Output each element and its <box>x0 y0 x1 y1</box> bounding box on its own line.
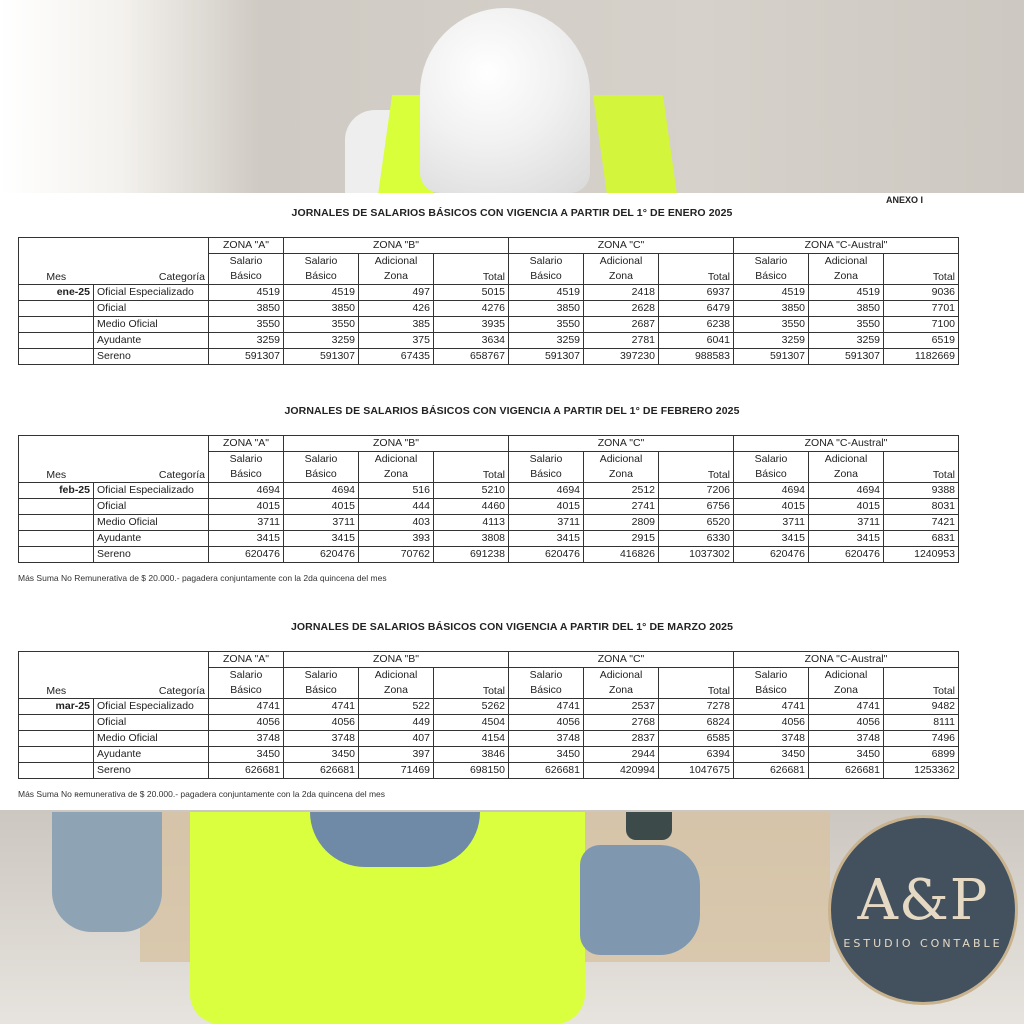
value-cell: 5015 <box>434 285 509 301</box>
col-header: Zona <box>584 683 659 699</box>
col-header: Básico <box>734 269 809 285</box>
value-cell: 4113 <box>434 515 509 531</box>
col-header: Total <box>434 254 509 285</box>
salary-table-march <box>18 651 959 779</box>
col-header: Zona <box>809 683 884 699</box>
table-row <box>19 285 959 301</box>
value-cell: 3850 <box>284 301 359 317</box>
value-cell: 4519 <box>809 285 884 301</box>
col-header: Salario <box>209 668 284 684</box>
value-cell: 620476 <box>809 547 884 563</box>
value-cell: 6479 <box>659 301 734 317</box>
value-cell: 3415 <box>809 531 884 547</box>
value-cell: 591307 <box>209 349 284 365</box>
value-cell: 988583 <box>659 349 734 365</box>
value-cell: 626681 <box>809 763 884 779</box>
value-cell: 375 <box>359 333 434 349</box>
value-cell: 3850 <box>209 301 284 317</box>
table-row <box>19 333 959 349</box>
value-cell: 4741 <box>734 699 809 715</box>
table-row <box>19 699 959 715</box>
value-cell: 2781 <box>584 333 659 349</box>
value-cell: 4694 <box>509 483 584 499</box>
value-cell: 4694 <box>209 483 284 499</box>
value-cell: 4519 <box>509 285 584 301</box>
month-cell: mar-25 <box>19 699 94 715</box>
footnote-march: Más Suma No ʀemunerativa de $ 20.000.- pagadera conjuntamente con la 2da quincena del mes <box>18 789 386 799</box>
value-cell: 4154 <box>434 731 509 747</box>
zone-c-header: ZONA "C" <box>509 436 734 452</box>
value-cell: 7278 <box>659 699 734 715</box>
value-cell: 71469 <box>359 763 434 779</box>
value-cell: 3259 <box>734 333 809 349</box>
value-cell: 1253362 <box>884 763 959 779</box>
value-cell: 9036 <box>884 285 959 301</box>
category-cell: Oficial Especializado <box>94 483 209 499</box>
value-cell: 620476 <box>509 547 584 563</box>
value-cell: 3748 <box>734 731 809 747</box>
col-header: Salario <box>209 254 284 270</box>
value-cell: 3550 <box>809 317 884 333</box>
col-header: Zona <box>809 269 884 285</box>
value-cell: 2944 <box>584 747 659 763</box>
zone-b-header: ZONA "B" <box>284 238 509 254</box>
zone-b-header: ZONA "B" <box>284 436 509 452</box>
value-cell: 4056 <box>734 715 809 731</box>
col-header: Salario <box>284 254 359 270</box>
value-cell: 1037302 <box>659 547 734 563</box>
col-header: Básico <box>284 683 359 699</box>
worker-arm-left <box>52 812 162 932</box>
month-cell: feb-25 <box>19 483 94 499</box>
col-header: Adicional <box>359 254 434 270</box>
value-cell: 5262 <box>434 699 509 715</box>
category-cell: Oficial <box>94 301 209 317</box>
value-cell: 626681 <box>509 763 584 779</box>
value-cell: 626681 <box>209 763 284 779</box>
value-cell: 516 <box>359 483 434 499</box>
category-cell: Oficial Especializado <box>94 699 209 715</box>
col-header: Salario <box>509 452 584 468</box>
value-cell: 3415 <box>509 531 584 547</box>
col-header: Básico <box>284 467 359 483</box>
value-cell: 3550 <box>734 317 809 333</box>
table-row <box>19 301 959 317</box>
footnote-february: Más Suma No Remunerativa de $ 20.000.- pagadera conjuntamente con la 2da quincena del mes <box>18 573 387 583</box>
value-cell: 9482 <box>884 699 959 715</box>
month-cell <box>19 547 94 563</box>
value-cell: 591307 <box>809 349 884 365</box>
month-cell <box>19 333 94 349</box>
col-header: Zona <box>359 467 434 483</box>
col-header: Básico <box>209 269 284 285</box>
value-cell: 6519 <box>884 333 959 349</box>
value-cell: 4015 <box>209 499 284 515</box>
value-cell: 522 <box>359 699 434 715</box>
value-cell: 4741 <box>284 699 359 715</box>
col-header: Salario <box>509 254 584 270</box>
table-row <box>19 547 959 563</box>
value-cell: 3935 <box>434 317 509 333</box>
value-cell: 4694 <box>809 483 884 499</box>
month-cell <box>19 349 94 365</box>
hard-hat <box>420 8 590 193</box>
value-cell: 3450 <box>284 747 359 763</box>
value-cell: 4276 <box>434 301 509 317</box>
value-cell: 3415 <box>734 531 809 547</box>
value-cell: 626681 <box>284 763 359 779</box>
col-header: Básico <box>209 467 284 483</box>
value-cell: 2741 <box>584 499 659 515</box>
value-cell: 4741 <box>809 699 884 715</box>
col-header: Zona <box>359 683 434 699</box>
col-header: Adicional <box>809 254 884 270</box>
table-title-february: JORNALES DE SALARIOS BÁSICOS CON VIGENCIA A PARTIR DEL 1° DE FEBRERO 2025 <box>284 405 740 417</box>
col-header: Adicional <box>809 452 884 468</box>
value-cell: 444 <box>359 499 434 515</box>
table-row <box>19 317 959 333</box>
value-cell: 3415 <box>284 531 359 547</box>
value-cell: 2512 <box>584 483 659 499</box>
value-cell: 3450 <box>209 747 284 763</box>
col-header: Zona <box>809 467 884 483</box>
category-cell: Ayudante <box>94 333 209 349</box>
value-cell: 4504 <box>434 715 509 731</box>
month-cell <box>19 499 94 515</box>
value-cell: 3550 <box>284 317 359 333</box>
value-cell: 497 <box>359 285 434 301</box>
cup <box>626 812 672 840</box>
zone-c-header: ZONA "C" <box>509 238 734 254</box>
table-body-february <box>19 483 959 563</box>
table-row <box>19 763 959 779</box>
month-cell <box>19 747 94 763</box>
category-cell: Oficial <box>94 715 209 731</box>
value-cell: 393 <box>359 531 434 547</box>
value-cell: 3450 <box>809 747 884 763</box>
value-cell: 3634 <box>434 333 509 349</box>
category-cell: Sereno <box>94 349 209 365</box>
col-header: Básico <box>509 467 584 483</box>
value-cell: 385 <box>359 317 434 333</box>
categoria-header: Categoría <box>94 254 209 285</box>
value-cell: 4056 <box>809 715 884 731</box>
salary-table-january <box>18 237 959 365</box>
table-row <box>19 731 959 747</box>
value-cell: 449 <box>359 715 434 731</box>
category-cell: Oficial Especializado <box>94 285 209 301</box>
value-cell: 1047675 <box>659 763 734 779</box>
category-cell: Medio Oficial <box>94 317 209 333</box>
value-cell: 6937 <box>659 285 734 301</box>
value-cell: 3711 <box>509 515 584 531</box>
value-cell: 8031 <box>884 499 959 515</box>
col-header: Zona <box>584 467 659 483</box>
value-cell: 7421 <box>884 515 959 531</box>
category-cell: Sereno <box>94 547 209 563</box>
table-row <box>19 515 959 531</box>
value-cell: 3711 <box>734 515 809 531</box>
value-cell: 591307 <box>509 349 584 365</box>
value-cell: 1182669 <box>884 349 959 365</box>
value-cell: 6756 <box>659 499 734 515</box>
value-cell: 3415 <box>209 531 284 547</box>
value-cell: 626681 <box>734 763 809 779</box>
month-cell <box>19 531 94 547</box>
col-header: Salario <box>509 668 584 684</box>
value-cell: 6394 <box>659 747 734 763</box>
month-cell <box>19 515 94 531</box>
month-cell <box>19 763 94 779</box>
category-cell: Ayudante <box>94 747 209 763</box>
col-header: Básico <box>509 683 584 699</box>
value-cell: 3711 <box>284 515 359 531</box>
value-cell: 4015 <box>509 499 584 515</box>
value-cell: 6824 <box>659 715 734 731</box>
col-header: Total <box>884 254 959 285</box>
categoria-header: Categoría <box>94 668 209 699</box>
col-header: Básico <box>734 467 809 483</box>
zone-a-header: ZONA "A" <box>209 238 284 254</box>
col-header: Total <box>659 254 734 285</box>
value-cell: 67435 <box>359 349 434 365</box>
value-cell: 2418 <box>584 285 659 301</box>
value-cell: 6238 <box>659 317 734 333</box>
col-header: Adicional <box>584 452 659 468</box>
value-cell: 3259 <box>209 333 284 349</box>
value-cell: 3850 <box>809 301 884 317</box>
zone-c-austral-header: ZONA "C-Austral" <box>734 652 959 668</box>
value-cell: 3748 <box>809 731 884 747</box>
logo-subtitle: ESTUDIO CONTABLE <box>843 936 1003 950</box>
value-cell: 5210 <box>434 483 509 499</box>
col-header: Zona <box>584 269 659 285</box>
value-cell: 7206 <box>659 483 734 499</box>
value-cell: 4056 <box>284 715 359 731</box>
value-cell: 620476 <box>734 547 809 563</box>
col-header: Salario <box>734 254 809 270</box>
value-cell: 403 <box>359 515 434 531</box>
table-row <box>19 715 959 731</box>
value-cell: 3259 <box>809 333 884 349</box>
value-cell: 3450 <box>509 747 584 763</box>
category-cell: Oficial <box>94 499 209 515</box>
table-title-january: JORNALES DE SALARIOS BÁSICOS CON VIGENCIA A PARTIR DEL 1° DE ENERO 2025 <box>291 207 733 219</box>
col-header: Básico <box>734 683 809 699</box>
value-cell: 4741 <box>209 699 284 715</box>
value-cell: 658767 <box>434 349 509 365</box>
value-cell: 620476 <box>209 547 284 563</box>
value-cell: 591307 <box>284 349 359 365</box>
table-row <box>19 483 959 499</box>
annex-label: ANEXO I <box>886 195 924 205</box>
value-cell: 1240953 <box>884 547 959 563</box>
value-cell: 426 <box>359 301 434 317</box>
value-cell: 407 <box>359 731 434 747</box>
mes-header: Mes <box>19 254 94 285</box>
col-header: Adicional <box>809 668 884 684</box>
col-header: Total <box>659 668 734 699</box>
col-header: Básico <box>284 269 359 285</box>
value-cell: 4015 <box>284 499 359 515</box>
value-cell: 2628 <box>584 301 659 317</box>
value-cell: 3850 <box>734 301 809 317</box>
value-cell: 6041 <box>659 333 734 349</box>
zone-a-header: ZONA "A" <box>209 436 284 452</box>
value-cell: 3450 <box>734 747 809 763</box>
value-cell: 9388 <box>884 483 959 499</box>
salary-table-february <box>18 435 959 563</box>
zone-c-austral-header: ZONA "C-Austral" <box>734 238 959 254</box>
col-header: Zona <box>359 269 434 285</box>
col-header: Salario <box>734 452 809 468</box>
value-cell: 3711 <box>209 515 284 531</box>
zone-a-header: ZONA "A" <box>209 652 284 668</box>
value-cell: 2537 <box>584 699 659 715</box>
col-header: Total <box>434 452 509 483</box>
mes-header: Mes <box>19 452 94 483</box>
table-title-march: JORNALES DE SALARIOS BÁSICOS CON VIGENCIA A PARTIR DEL 1° DE MARZO 2025 <box>290 621 734 633</box>
month-cell <box>19 731 94 747</box>
category-cell: Sereno <box>94 763 209 779</box>
value-cell: 3259 <box>509 333 584 349</box>
company-logo <box>828 815 1018 1005</box>
value-cell: 591307 <box>734 349 809 365</box>
month-cell <box>19 715 94 731</box>
col-header: Salario <box>209 452 284 468</box>
value-cell: 4519 <box>209 285 284 301</box>
value-cell: 6831 <box>884 531 959 547</box>
value-cell: 3748 <box>509 731 584 747</box>
value-cell: 4694 <box>284 483 359 499</box>
value-cell: 4056 <box>509 715 584 731</box>
month-cell: ene-25 <box>19 285 94 301</box>
month-cell <box>19 317 94 333</box>
value-cell: 420994 <box>584 763 659 779</box>
value-cell: 397 <box>359 747 434 763</box>
col-header: Adicional <box>359 668 434 684</box>
value-cell: 4519 <box>284 285 359 301</box>
category-cell: Medio Oficial <box>94 731 209 747</box>
value-cell: 2915 <box>584 531 659 547</box>
col-header: Adicional <box>584 668 659 684</box>
value-cell: 4694 <box>734 483 809 499</box>
col-header: Adicional <box>359 452 434 468</box>
zone-c-austral-header: ZONA "C-Austral" <box>734 436 959 452</box>
value-cell: 6330 <box>659 531 734 547</box>
col-header: Básico <box>209 683 284 699</box>
zone-b-header: ZONA "B" <box>284 652 509 668</box>
value-cell: 698150 <box>434 763 509 779</box>
value-cell: 6520 <box>659 515 734 531</box>
logo-mark: A&P <box>857 867 989 933</box>
table-body-january <box>19 285 959 365</box>
value-cell: 4460 <box>434 499 509 515</box>
col-header: Salario <box>284 452 359 468</box>
category-cell: Ayudante <box>94 531 209 547</box>
table-body-march <box>19 699 959 779</box>
value-cell: 4519 <box>734 285 809 301</box>
value-cell: 3711 <box>809 515 884 531</box>
value-cell: 6585 <box>659 731 734 747</box>
value-cell: 2837 <box>584 731 659 747</box>
value-cell: 3259 <box>284 333 359 349</box>
categoria-header: Categoría <box>94 452 209 483</box>
value-cell: 3550 <box>209 317 284 333</box>
value-cell: 4056 <box>209 715 284 731</box>
value-cell: 416826 <box>584 547 659 563</box>
value-cell: 4015 <box>809 499 884 515</box>
value-cell: 4741 <box>509 699 584 715</box>
value-cell: 7701 <box>884 301 959 317</box>
value-cell: 2687 <box>584 317 659 333</box>
col-header: Salario <box>734 668 809 684</box>
value-cell: 7496 <box>884 731 959 747</box>
col-header: Salario <box>284 668 359 684</box>
col-header: Total <box>434 668 509 699</box>
month-cell <box>19 301 94 317</box>
value-cell: 620476 <box>284 547 359 563</box>
value-cell: 397230 <box>584 349 659 365</box>
value-cell: 6899 <box>884 747 959 763</box>
table-row <box>19 349 959 365</box>
value-cell: 2768 <box>584 715 659 731</box>
col-header: Adicional <box>584 254 659 270</box>
value-cell: 7100 <box>884 317 959 333</box>
value-cell: 691238 <box>434 547 509 563</box>
category-cell: Medio Oficial <box>94 515 209 531</box>
worker-arm-right <box>580 845 700 955</box>
col-header: Total <box>659 452 734 483</box>
zone-c-header: ZONA "C" <box>509 652 734 668</box>
col-header: Básico <box>509 269 584 285</box>
value-cell: 3748 <box>284 731 359 747</box>
value-cell: 8111 <box>884 715 959 731</box>
safety-vest-strap-right <box>593 95 677 195</box>
value-cell: 70762 <box>359 547 434 563</box>
value-cell: 2809 <box>584 515 659 531</box>
value-cell: 4015 <box>734 499 809 515</box>
value-cell: 3748 <box>209 731 284 747</box>
mes-header: Mes <box>19 668 94 699</box>
value-cell: 3808 <box>434 531 509 547</box>
table-row <box>19 531 959 547</box>
col-header: Total <box>884 452 959 483</box>
value-cell: 3850 <box>509 301 584 317</box>
table-row <box>19 499 959 515</box>
salary-document <box>0 193 1024 810</box>
table-row <box>19 747 959 763</box>
value-cell: 3550 <box>509 317 584 333</box>
value-cell: 3846 <box>434 747 509 763</box>
col-header: Total <box>884 668 959 699</box>
